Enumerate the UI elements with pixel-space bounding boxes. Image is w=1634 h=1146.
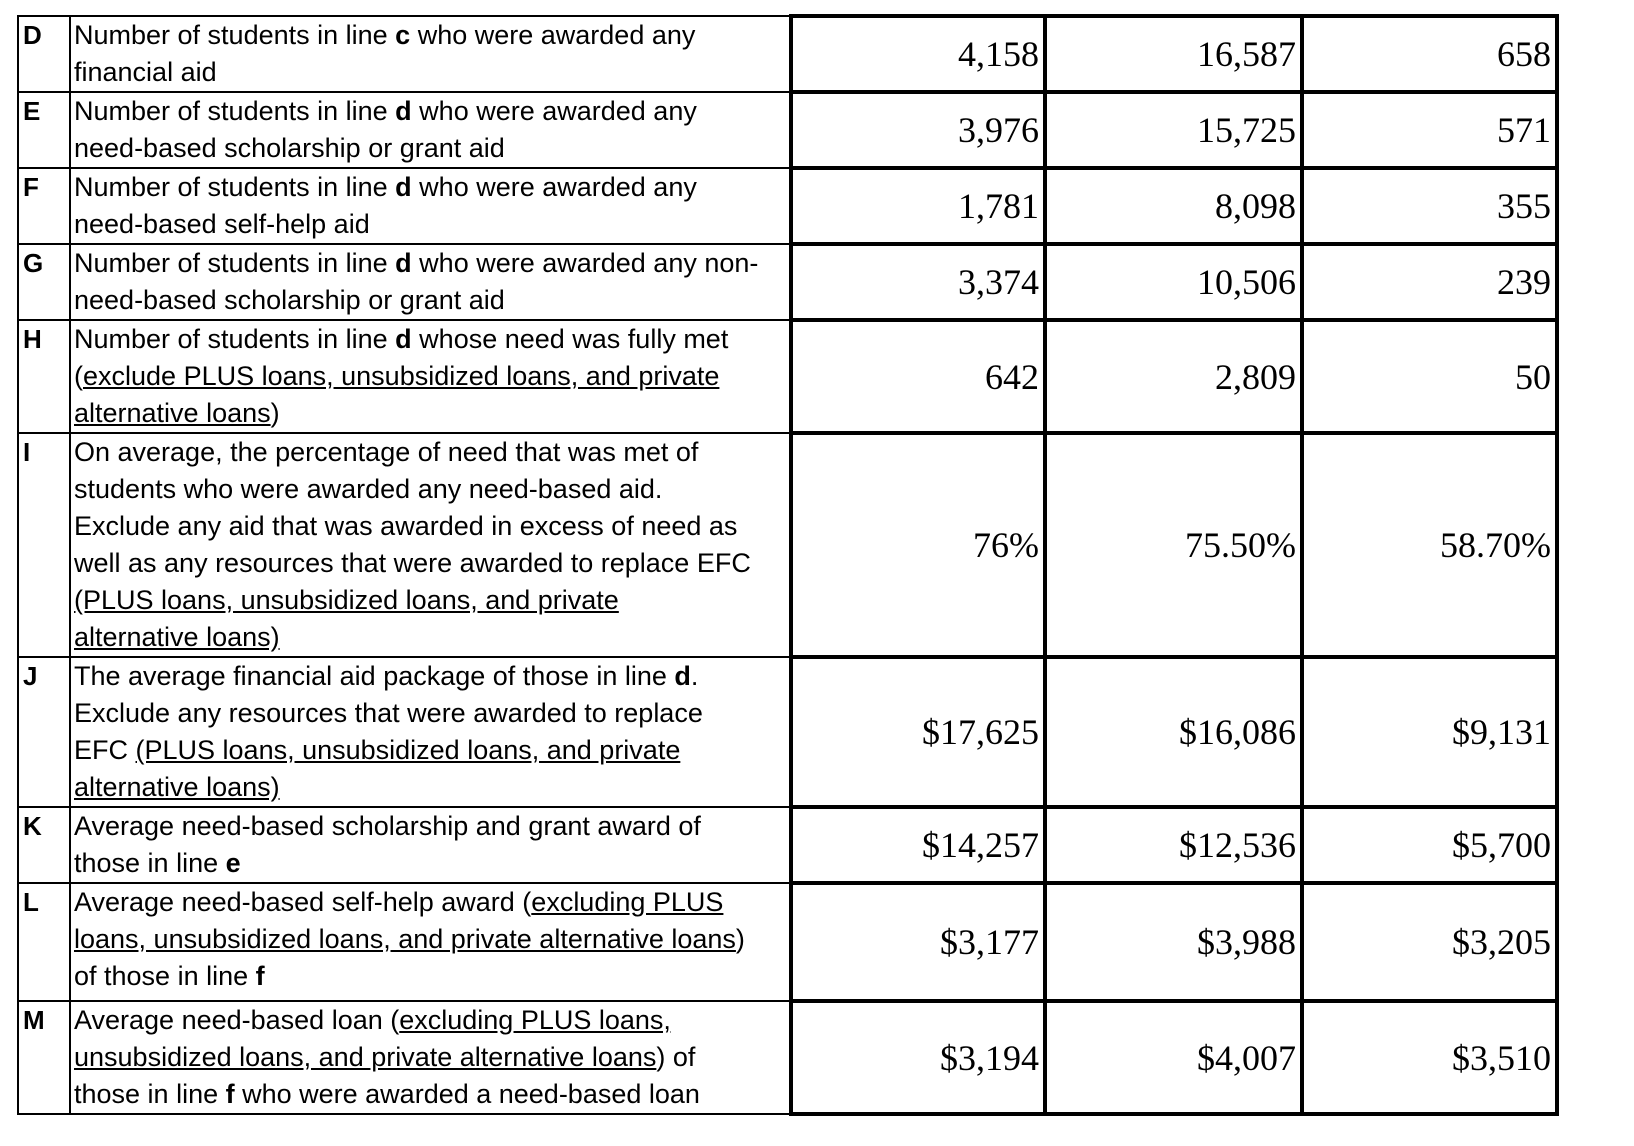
description-line [74,358,786,395]
text-segment: Average need-based self-help award ( [74,887,532,917]
value-cell-col-2: 8,098 [1045,168,1302,244]
value-cell-col-1: $14,257 [791,807,1045,883]
value-cell-col-2: $12,536 [1045,807,1302,883]
value-cell-col-3: $5,700 [1302,807,1557,883]
underlined-text: alternative loans) [74,772,280,802]
description-line [74,619,786,656]
bold-line-reference: c [395,20,411,50]
value-cell-col-1: 3,976 [791,92,1045,168]
underlined-text: alternative loans [74,398,271,428]
value-cell-col-2: 10,506 [1045,244,1302,320]
text-segment: financial aid [74,57,217,87]
bold-line-reference: d [395,172,412,202]
table-row [18,168,1557,244]
text-segment: Number of students in line [74,96,396,126]
table-row [18,244,1557,320]
bold-line-reference: d [395,324,412,354]
description-line [74,206,786,243]
financial-aid-table [17,14,1559,1116]
description-line [74,958,786,995]
value-cell-col-3: 658 [1302,16,1557,92]
value-cell-col-3: $9,131 [1302,657,1557,807]
value-cell-col-2: 15,725 [1045,92,1302,168]
value-cell-col-3: 571 [1302,92,1557,168]
text-segment: who were awarded a need-based loan [234,1079,700,1109]
row-description [70,16,791,92]
text-segment: Number of students in line [74,172,396,202]
value-cell-col-1: 4,158 [791,16,1045,92]
text-segment: who were awarded any [411,96,697,126]
text-segment: EFC [74,735,136,765]
value-cell-col-1: 1,781 [791,168,1045,244]
table-row [18,16,1557,92]
description-line [74,321,786,358]
underlined-text: alternative loans) [74,622,280,652]
value-cell-col-3: $3,205 [1302,883,1557,1001]
text-segment: Average need-based scholarship and grant award of [74,811,701,841]
bold-line-reference: d [395,248,412,278]
text-segment: Exclude any resources that were awarded to replace [74,698,703,728]
value-cell-col-1: $17,625 [791,657,1045,807]
row-description [70,1001,791,1114]
text-segment: well as any resources that were awarded to replace EFC [74,548,751,578]
description-line [74,471,786,508]
text-segment: whose need was fully met [411,324,729,354]
value-cell-col-1: 76% [791,433,1045,657]
text-segment: The average financial aid package of those in line [74,661,675,691]
row-letter: E [18,92,70,168]
value-cell-col-2: $16,086 [1045,657,1302,807]
text-segment: those in line [74,1079,226,1109]
bold-line-reference: d [395,96,412,126]
table-row [18,320,1557,433]
underlined-text: exclude PLUS loans, unsubsidized loans, and private [83,361,720,391]
underlined-text: (PLUS loans, unsubsidized loans, and private [74,585,619,615]
bold-line-reference: f [255,961,265,991]
description-line [74,508,786,545]
description-line [74,732,786,769]
text-segment: who were awarded any [411,172,697,202]
text-segment: ( [74,361,83,391]
row-letter: K [18,807,70,883]
row-letter: F [18,168,70,244]
row-description [70,320,791,433]
text-segment: Number of students in line [74,248,396,278]
table-row [18,1001,1557,1114]
value-cell-col-2: 16,587 [1045,16,1302,92]
description-line [74,395,786,432]
underlined-text: excluding PLUS [531,887,724,917]
text-segment: need-based scholarship or grant aid [74,133,505,163]
description-line [74,1002,786,1039]
bold-line-reference: d [674,661,691,691]
value-cell-col-3: 58.70% [1302,433,1557,657]
value-cell-col-1: $3,177 [791,883,1045,1001]
text-segment: need-based self-help aid [74,209,370,239]
text-segment: Exclude any aid that was awarded in excess of need as [74,511,738,541]
underlined-text: (PLUS loans, unsubsidized loans, and private [135,735,681,765]
table-row [18,433,1557,657]
description-line [74,130,786,167]
text-segment: Number of students in line [74,324,396,354]
description-line [74,93,786,130]
text-segment: who were awarded any [410,20,696,50]
row-description [70,168,791,244]
underlined-text: loans, unsubsidized loans, and private alternative loans [74,924,736,954]
value-cell-col-3: 239 [1302,244,1557,320]
table-body [18,16,1557,1114]
text-segment: Number of students in line [74,20,396,50]
bold-line-reference: e [225,848,241,878]
description-line [74,845,786,882]
value-cell-col-3: 355 [1302,168,1557,244]
description-line [74,884,786,921]
text-segment: need-based scholarship or grant aid [74,285,505,315]
description-line [74,1039,786,1076]
value-cell-col-1: $3,194 [791,1001,1045,1114]
table-row [18,807,1557,883]
table-row [18,92,1557,168]
row-letter: D [18,16,70,92]
row-letter: J [18,657,70,807]
description-line [74,658,786,695]
description-line [74,582,786,619]
text-segment: ) [735,924,745,954]
text-segment: of those in line [74,961,256,991]
row-letter: M [18,1001,70,1114]
text-segment: those in line [74,848,226,878]
description-line [74,434,786,471]
description-line [74,1076,786,1113]
value-cell-col-1: 3,374 [791,244,1045,320]
value-cell-col-2: $4,007 [1045,1001,1302,1114]
underlined-text: unsubsidized loans, and private alternative loans [74,1042,657,1072]
value-cell-col-1: 642 [791,320,1045,433]
row-letter: I [18,433,70,657]
description-line [74,169,786,206]
text-segment: ) [270,398,280,428]
row-letter: G [18,244,70,320]
description-line [74,54,786,91]
description-line [74,17,786,54]
row-description [70,92,791,168]
description-line [74,695,786,732]
bold-line-reference: f [225,1079,235,1109]
text-segment: ) of [656,1042,696,1072]
description-line [74,245,786,282]
value-cell-col-2: 75.50% [1045,433,1302,657]
text-segment: who were awarded any non- [411,248,759,278]
table-row [18,657,1557,807]
row-letter: H [18,320,70,433]
value-cell-col-3: $3,510 [1302,1001,1557,1114]
description-line [74,545,786,582]
description-line [74,921,786,958]
underlined-text: excluding PLUS loans, [399,1005,671,1035]
text-segment: students who were awarded any need-based aid. [74,474,663,504]
row-description [70,433,791,657]
table-row [18,883,1557,1001]
text-segment: On average, the percentage of need that was met of [74,437,699,467]
description-line [74,769,786,806]
description-line [74,282,786,319]
description-line [74,808,786,845]
row-letter: L [18,883,70,1001]
text-segment: Average need-based loan ( [74,1005,400,1035]
row-description [70,657,791,807]
text-segment: . [690,661,699,691]
value-cell-col-2: 2,809 [1045,320,1302,433]
value-cell-col-3: 50 [1302,320,1557,433]
row-description [70,807,791,883]
value-cell-col-2: $3,988 [1045,883,1302,1001]
row-description [70,883,791,1001]
row-description [70,244,791,320]
